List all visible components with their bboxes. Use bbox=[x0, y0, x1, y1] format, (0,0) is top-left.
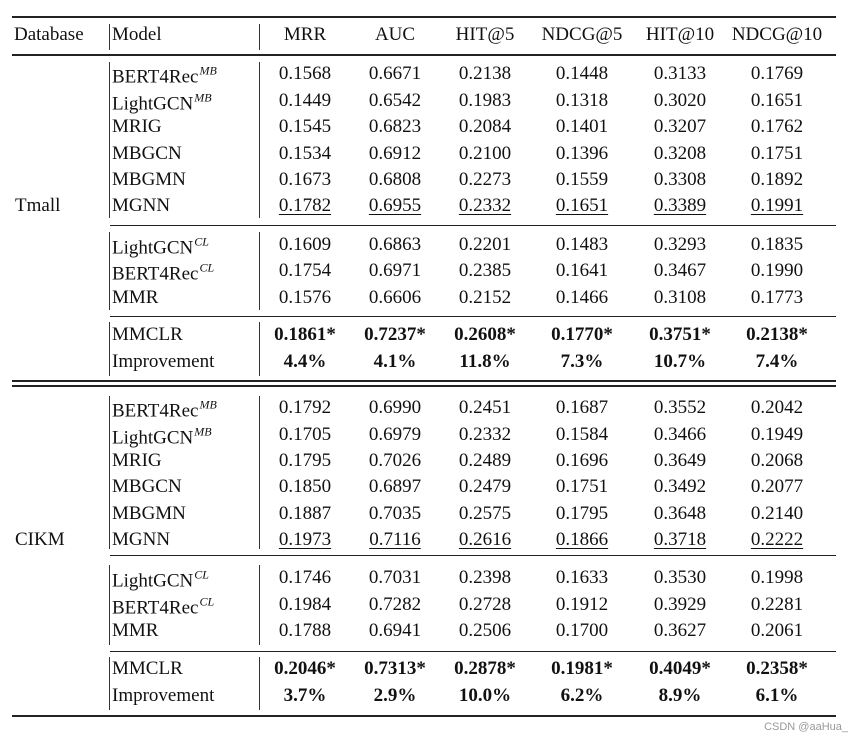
metric-value: 0.1949 bbox=[750, 424, 804, 445]
header-divider bbox=[259, 24, 260, 50]
header-metric: AUC bbox=[374, 24, 416, 45]
metric-value: 0.1892 bbox=[750, 169, 804, 190]
metric-value: 0.6606 bbox=[368, 287, 422, 308]
metric-value: 0.2100 bbox=[458, 143, 512, 164]
metric-value: 0.2398 bbox=[458, 567, 512, 588]
model-divider bbox=[259, 657, 260, 710]
metric-value: 0.7237* bbox=[364, 324, 426, 345]
model-label: BERT4Rec bbox=[112, 263, 199, 285]
metric-value: 0.2878* bbox=[454, 658, 516, 679]
model-name bbox=[112, 351, 214, 373]
top-rule bbox=[12, 16, 836, 18]
model-divider bbox=[109, 322, 110, 376]
metric-value: 0.1973 bbox=[278, 529, 332, 550]
metric-value: 0.3648 bbox=[653, 503, 707, 524]
metric-value: 0.1696 bbox=[555, 450, 609, 471]
model-label: MGNN bbox=[112, 529, 171, 550]
metric-value: 0.2084 bbox=[458, 116, 512, 137]
metric-value: 0.3308 bbox=[653, 169, 707, 190]
model-divider bbox=[259, 322, 260, 376]
model-label: MMR bbox=[112, 620, 159, 641]
metric-value: 0.1795 bbox=[555, 503, 609, 524]
metric-value: 0.2152 bbox=[458, 287, 512, 308]
metric-value: 10.7% bbox=[653, 351, 707, 372]
model-name bbox=[112, 324, 183, 346]
metric-value: 0.1633 bbox=[555, 567, 609, 588]
model-label: BERT4Rec bbox=[112, 400, 199, 422]
metric-value: 0.1584 bbox=[555, 424, 609, 445]
model-label: MMCLR bbox=[112, 658, 183, 679]
model-divider bbox=[109, 232, 110, 310]
model-name bbox=[112, 620, 158, 642]
metric-value: 0.2281 bbox=[750, 594, 804, 615]
metric-value: 0.3929 bbox=[653, 594, 707, 615]
model-name bbox=[112, 195, 170, 217]
model-name bbox=[112, 87, 212, 116]
metric-value: 0.1576 bbox=[278, 287, 332, 308]
metric-value: 0.1651 bbox=[555, 195, 609, 216]
header-metric: MRR bbox=[283, 24, 327, 45]
dataset-label: Tmall bbox=[15, 195, 61, 216]
model-superscript: CL bbox=[199, 594, 215, 609]
model-superscript: CL bbox=[199, 260, 215, 275]
metric-value: 0.2608* bbox=[454, 324, 516, 345]
metric-value: 0.1998 bbox=[750, 567, 804, 588]
model-name bbox=[112, 287, 158, 309]
metric-value: 0.1782 bbox=[278, 195, 332, 216]
model-name bbox=[112, 421, 212, 450]
metric-value: 8.9% bbox=[658, 685, 702, 706]
double-rule bbox=[12, 385, 836, 387]
group-rule bbox=[110, 555, 836, 556]
model-divider bbox=[109, 657, 110, 710]
metric-value: 0.6823 bbox=[368, 116, 422, 137]
model-label: MGNN bbox=[112, 195, 171, 216]
metric-value: 0.6990 bbox=[368, 397, 422, 418]
model-label: Improvement bbox=[112, 685, 215, 706]
metric-value: 0.1912 bbox=[555, 594, 609, 615]
metric-value: 0.1545 bbox=[278, 116, 332, 137]
metric-value: 0.3751* bbox=[649, 324, 711, 345]
metric-value: 0.3467 bbox=[653, 260, 707, 281]
metric-value: 0.1746 bbox=[278, 567, 332, 588]
metric-value: 0.3530 bbox=[653, 567, 707, 588]
metric-value: 0.6941 bbox=[368, 620, 422, 641]
metric-value: 0.3208 bbox=[653, 143, 707, 164]
metric-value: 0.1568 bbox=[278, 63, 332, 84]
metric-value: 0.2068 bbox=[750, 450, 804, 471]
metric-value: 0.1705 bbox=[278, 424, 332, 445]
metric-value: 0.2479 bbox=[458, 476, 512, 497]
metric-value: 0.7116 bbox=[369, 529, 421, 550]
model-name bbox=[112, 476, 182, 498]
group-rule bbox=[110, 651, 836, 652]
model-label: MMCLR bbox=[112, 324, 183, 345]
metric-value: 0.2273 bbox=[458, 169, 512, 190]
model-name bbox=[112, 658, 183, 680]
metric-value: 0.3466 bbox=[653, 424, 707, 445]
metric-value: 0.6542 bbox=[368, 90, 422, 111]
model-name bbox=[112, 564, 209, 593]
metric-value: 0.6912 bbox=[368, 143, 422, 164]
model-superscript: MB bbox=[194, 90, 212, 105]
model-superscript: MB bbox=[199, 63, 217, 78]
model-divider bbox=[259, 232, 260, 310]
model-label: MBGCN bbox=[112, 143, 182, 164]
metric-value: 0.2140 bbox=[750, 503, 804, 524]
model-superscript: CL bbox=[194, 567, 209, 582]
model-label: MBGMN bbox=[112, 503, 186, 524]
metric-value: 0.7026 bbox=[368, 450, 422, 471]
model-label: MRIG bbox=[112, 116, 162, 137]
model-divider bbox=[259, 62, 260, 218]
metric-value: 0.3552 bbox=[653, 397, 707, 418]
model-divider bbox=[109, 565, 110, 645]
model-name bbox=[112, 231, 209, 260]
metric-value: 0.7282 bbox=[368, 594, 422, 615]
metric-value: 0.6979 bbox=[368, 424, 422, 445]
model-name bbox=[112, 503, 186, 525]
metric-value: 0.6863 bbox=[368, 234, 422, 255]
metric-value: 0.1769 bbox=[750, 63, 804, 84]
header-metric: HIT@10 bbox=[645, 24, 715, 45]
header-metric: NDCG@10 bbox=[731, 24, 823, 45]
metric-value: 0.1449 bbox=[278, 90, 332, 111]
metric-value: 0.7313* bbox=[364, 658, 426, 679]
metric-value: 0.3293 bbox=[653, 234, 707, 255]
metric-value: 0.7035 bbox=[368, 503, 422, 524]
model-label: BERT4Rec bbox=[112, 66, 199, 88]
model-name bbox=[112, 529, 170, 551]
group-rule bbox=[110, 316, 836, 317]
header-rule bbox=[12, 54, 836, 56]
metric-value: 0.1754 bbox=[278, 260, 332, 281]
metric-value: 11.8% bbox=[459, 351, 511, 372]
metric-value: 0.1861* bbox=[274, 324, 336, 345]
metric-value: 4.1% bbox=[373, 351, 417, 372]
model-name bbox=[112, 257, 214, 286]
metric-value: 0.3492 bbox=[653, 476, 707, 497]
metric-value: 0.1466 bbox=[555, 287, 609, 308]
metric-value: 0.1850 bbox=[278, 476, 332, 497]
model-superscript: MB bbox=[199, 397, 217, 412]
metric-value: 3.7% bbox=[283, 685, 327, 706]
metric-value: 2.9% bbox=[373, 685, 417, 706]
metric-value: 0.1673 bbox=[278, 169, 332, 190]
metric-value: 0.2332 bbox=[458, 195, 512, 216]
model-name bbox=[112, 169, 186, 191]
metric-value: 0.3207 bbox=[653, 116, 707, 137]
group-rule bbox=[110, 225, 836, 226]
model-label: MMR bbox=[112, 287, 159, 308]
metric-value: 0.2201 bbox=[458, 234, 512, 255]
metric-value: 0.3133 bbox=[653, 63, 707, 84]
metric-value: 0.3108 bbox=[653, 287, 707, 308]
metric-value: 0.2222 bbox=[750, 529, 804, 550]
metric-value: 0.3627 bbox=[653, 620, 707, 641]
metric-value: 0.2061 bbox=[750, 620, 804, 641]
watermark: CSDN @aaHua_ bbox=[764, 721, 848, 733]
metric-value: 0.1700 bbox=[555, 620, 609, 641]
header-model: Model bbox=[112, 24, 162, 45]
metric-value: 0.1651 bbox=[750, 90, 804, 111]
metric-value: 0.1795 bbox=[278, 450, 332, 471]
metric-value: 0.3718 bbox=[653, 529, 707, 550]
metric-value: 0.2077 bbox=[750, 476, 804, 497]
metric-value: 0.1559 bbox=[555, 169, 609, 190]
metric-value: 0.2138* bbox=[746, 324, 808, 345]
metric-value: 6.2% bbox=[560, 685, 604, 706]
metric-value: 7.3% bbox=[560, 351, 604, 372]
metric-value: 0.1887 bbox=[278, 503, 332, 524]
metric-value: 0.1990 bbox=[750, 260, 804, 281]
metric-value: 0.1981* bbox=[551, 658, 613, 679]
model-name bbox=[112, 685, 214, 707]
model-name bbox=[112, 394, 217, 423]
header-divider bbox=[109, 24, 110, 50]
metric-value: 6.1% bbox=[755, 685, 799, 706]
model-divider bbox=[259, 565, 260, 645]
model-label: MRIG bbox=[112, 450, 162, 471]
model-label: LightGCN bbox=[112, 93, 194, 115]
metric-value: 0.6955 bbox=[368, 195, 422, 216]
metric-value: 0.3649 bbox=[653, 450, 707, 471]
metric-value: 0.1984 bbox=[278, 594, 332, 615]
model-label: MBGCN bbox=[112, 476, 182, 497]
metric-value: 0.2046* bbox=[274, 658, 336, 679]
metric-value: 0.2489 bbox=[458, 450, 512, 471]
metric-value: 0.6808 bbox=[368, 169, 422, 190]
model-label: LightGCN bbox=[112, 570, 194, 592]
metric-value: 0.1401 bbox=[555, 116, 609, 137]
metric-value: 0.3389 bbox=[653, 195, 707, 216]
model-superscript: MB bbox=[194, 424, 212, 439]
metric-value: 0.1687 bbox=[555, 397, 609, 418]
metric-value: 0.1483 bbox=[555, 234, 609, 255]
metric-value: 0.7031 bbox=[368, 567, 422, 588]
metric-value: 0.1792 bbox=[278, 397, 332, 418]
header-metric: NDCG@5 bbox=[541, 24, 623, 45]
dataset-label: CIKM bbox=[15, 529, 65, 550]
metric-value: 0.2575 bbox=[458, 503, 512, 524]
model-superscript: CL bbox=[194, 234, 209, 249]
model-divider bbox=[109, 62, 110, 218]
metric-value: 0.1534 bbox=[278, 143, 332, 164]
model-name bbox=[112, 450, 162, 472]
model-name bbox=[112, 116, 162, 138]
metric-value: 0.1770* bbox=[551, 324, 613, 345]
metric-value: 0.1762 bbox=[750, 116, 804, 137]
metric-value: 0.1983 bbox=[458, 90, 512, 111]
metric-value: 0.3020 bbox=[653, 90, 707, 111]
metric-value: 0.4049* bbox=[649, 658, 711, 679]
metric-value: 0.1991 bbox=[750, 195, 804, 216]
metric-value: 0.1751 bbox=[555, 476, 609, 497]
metric-value: 0.2042 bbox=[750, 397, 804, 418]
model-name bbox=[112, 60, 217, 89]
metric-value: 0.6671 bbox=[368, 63, 422, 84]
metric-value: 0.2138 bbox=[458, 63, 512, 84]
metric-value: 0.2332 bbox=[458, 424, 512, 445]
model-name bbox=[112, 591, 214, 620]
metric-value: 4.4% bbox=[283, 351, 327, 372]
metric-value: 0.1609 bbox=[278, 234, 332, 255]
model-name bbox=[112, 143, 182, 165]
model-label: LightGCN bbox=[112, 427, 194, 449]
model-label: BERT4Rec bbox=[112, 597, 199, 619]
metric-value: 0.1641 bbox=[555, 260, 609, 281]
metric-value: 0.2385 bbox=[458, 260, 512, 281]
double-rule bbox=[12, 380, 836, 382]
metric-value: 0.2451 bbox=[458, 397, 512, 418]
metric-value: 7.4% bbox=[755, 351, 799, 372]
metric-value: 0.1396 bbox=[555, 143, 609, 164]
model-divider bbox=[259, 396, 260, 549]
model-divider bbox=[109, 396, 110, 549]
header-database: Database bbox=[14, 24, 84, 45]
metric-value: 0.2506 bbox=[458, 620, 512, 641]
metric-value: 0.1866 bbox=[555, 529, 609, 550]
header-metric: HIT@5 bbox=[455, 24, 515, 45]
metric-value: 0.2728 bbox=[458, 594, 512, 615]
model-label: Improvement bbox=[112, 351, 215, 372]
metric-value: 0.6971 bbox=[368, 260, 422, 281]
metric-value: 0.1788 bbox=[278, 620, 332, 641]
metric-value: 0.1835 bbox=[750, 234, 804, 255]
metric-value: 0.2616 bbox=[458, 529, 512, 550]
metric-value: 0.1751 bbox=[750, 143, 804, 164]
model-label: LightGCN bbox=[112, 237, 194, 259]
metric-value: 0.1318 bbox=[555, 90, 609, 111]
metric-value: 0.6897 bbox=[368, 476, 422, 497]
model-label: MBGMN bbox=[112, 169, 186, 190]
metric-value: 0.1773 bbox=[750, 287, 804, 308]
metric-value: 0.2358* bbox=[746, 658, 808, 679]
metric-value: 0.1448 bbox=[555, 63, 609, 84]
metric-value: 10.0% bbox=[458, 685, 512, 706]
bottom-rule bbox=[12, 715, 836, 717]
